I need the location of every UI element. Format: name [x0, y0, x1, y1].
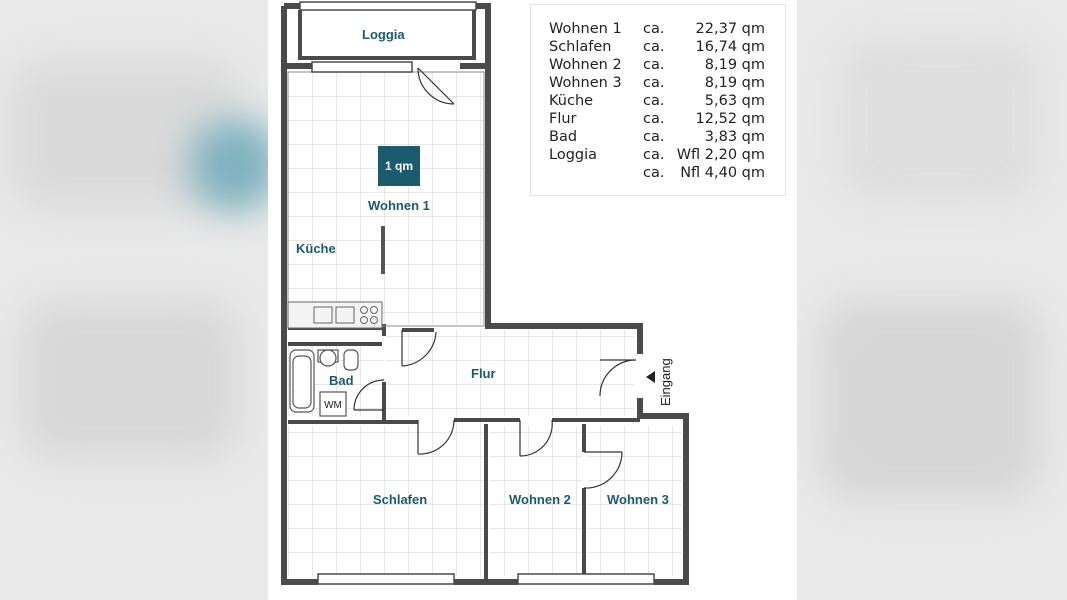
legend-row: [549, 165, 779, 183]
legend-area-value: 12,52 qm: [695, 111, 765, 127]
legend-ca: ca.: [643, 39, 665, 55]
washing-machine-label: WM: [324, 400, 342, 411]
legend-row: [549, 57, 779, 75]
legend-room-name: Schlafen: [549, 39, 612, 55]
legend-row: [549, 39, 779, 57]
legend-row: [549, 129, 779, 147]
legend-area-value: 22,37 qm: [695, 21, 765, 37]
legend-area-value: Nfl 4,40 qm: [680, 165, 765, 181]
legend-ca: ca.: [643, 165, 665, 181]
entrance-label: Eingang: [658, 358, 673, 406]
room-label-wohnen3: Wohnen 3: [607, 492, 669, 507]
legend-ca: ca.: [643, 129, 665, 145]
legend-room-name: Flur: [549, 111, 577, 127]
room-label-bad: Bad: [329, 373, 354, 388]
legend-ca: ca.: [643, 147, 665, 163]
legend-row: [549, 111, 779, 129]
entrance-arrow-icon: [646, 371, 655, 383]
room-label-loggia: Loggia: [362, 27, 405, 42]
legend-ca: ca.: [643, 111, 665, 127]
legend-area-value: 8,19 qm: [704, 57, 765, 73]
room-label-kueche: Küche: [296, 241, 336, 256]
legend-area-value: 16,74 qm: [695, 39, 765, 55]
legend-ca: ca.: [643, 93, 665, 109]
legend-area-value: Wfl 2,20 qm: [676, 147, 765, 163]
legend-row: [549, 75, 779, 93]
legend-area-value: 5,63 qm: [704, 93, 765, 109]
room-label-wohnen1: Wohnen 1: [368, 198, 430, 213]
legend-ca: ca.: [643, 21, 665, 37]
legend-room-name: Wohnen 3: [549, 75, 622, 91]
scale-tile: [378, 146, 420, 186]
sliding-door: [381, 226, 385, 274]
room-label-schlafen: Schlafen: [373, 492, 428, 507]
kitchen-counter: [288, 302, 382, 328]
legend-row: [549, 93, 779, 111]
legend-area-value: 3,83 qm: [704, 129, 765, 145]
area-legend: [530, 4, 786, 196]
room-label-wohnen2: Wohnen 2: [509, 492, 571, 507]
legend-room-name: Küche: [549, 93, 594, 109]
scale-tile-label: 1 qm: [384, 159, 413, 173]
legend-area-value: 8,19 qm: [704, 75, 765, 91]
legend-room-name: Wohnen 2: [549, 57, 622, 73]
legend-room-name: Wohnen 1: [549, 21, 622, 37]
legend-ca: ca.: [643, 75, 665, 91]
room-label-flur: Flur: [471, 366, 496, 381]
legend-row: [549, 21, 779, 39]
legend-room-name: Loggia: [549, 147, 598, 163]
legend-row: [549, 147, 779, 165]
legend-room-name: Bad: [549, 129, 578, 145]
legend-ca: ca.: [643, 57, 665, 73]
